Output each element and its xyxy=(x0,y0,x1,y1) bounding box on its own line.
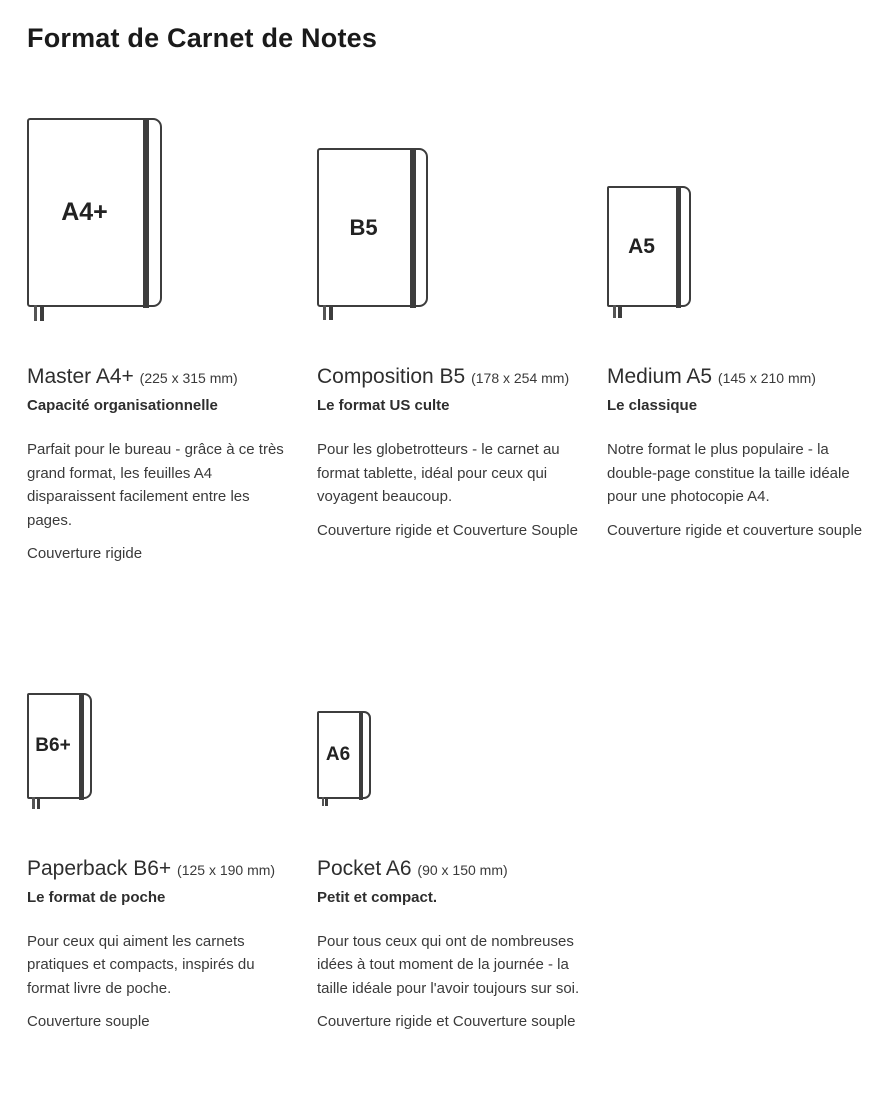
notebook-illustration xyxy=(607,107,871,307)
format-heading xyxy=(27,362,291,393)
format-card-pocket-a6 xyxy=(317,681,581,1034)
format-name: Pocket A6 xyxy=(317,856,412,880)
format-cover-options: Couverture souple xyxy=(27,1013,150,1030)
notebook-graphic-a4plus xyxy=(27,118,162,307)
format-card-paperback-b6plus xyxy=(27,681,291,1034)
format-cover-options: Couverture rigide xyxy=(27,545,143,562)
format-description: Pour ceux qui aiment les carnets pratiques et compacts, inspirés du format livre de poche. xyxy=(27,932,255,997)
format-cover-options: Couverture rigide et Couverture souple xyxy=(317,1013,576,1030)
format-card-medium-a5 xyxy=(607,107,871,566)
format-name: Composition B5 xyxy=(317,365,466,388)
format-dimensions: (90 x 150 mm) xyxy=(417,861,508,878)
notebook-size-label: A6 xyxy=(325,743,351,765)
format-cover-options: Couverture rigide et Couverture Souple xyxy=(317,521,578,539)
format-tagline: Petit et compact. xyxy=(317,888,438,906)
format-heading xyxy=(27,854,291,885)
bookmark-ribbon-icon xyxy=(40,305,44,321)
elastic-band xyxy=(359,712,363,800)
format-name: Paperback B6+ xyxy=(27,856,172,880)
bookmark-ribbon-icon xyxy=(37,797,40,809)
format-name: Master A4+ xyxy=(27,365,134,388)
notebook-illustration xyxy=(27,107,291,307)
elastic-band xyxy=(143,119,149,308)
format-card-composition-b5 xyxy=(317,107,581,566)
bookmark-ribbon-icon xyxy=(613,305,616,318)
notebook-illustration xyxy=(317,681,581,799)
format-name: Medium A5 xyxy=(607,365,713,388)
notebook-size-label: B6+ xyxy=(35,734,71,756)
notebook-graphic-b6plus xyxy=(27,693,92,799)
format-tagline: Capacité organisationnelle xyxy=(27,397,218,414)
format-dimensions: (125 x 190 mm) xyxy=(177,861,276,878)
format-cover-options: Couverture rigide et couverture souple xyxy=(607,521,863,539)
format-tagline: Le classique xyxy=(607,397,698,414)
bookmark-ribbon-icon xyxy=(325,797,328,806)
notebook-size-label: A5 xyxy=(628,234,655,258)
notebook-graphic-a6 xyxy=(317,711,371,799)
notebook-graphic-a5 xyxy=(607,186,691,307)
notebook-illustration xyxy=(317,107,581,307)
format-card-master-a4plus xyxy=(27,107,291,566)
elastic-band xyxy=(79,694,84,800)
notebook-illustration xyxy=(27,681,291,799)
format-tagline: Le format US culte xyxy=(317,397,450,414)
format-heading xyxy=(607,362,871,393)
format-heading xyxy=(317,362,581,393)
bookmark-ribbon-icon xyxy=(32,797,35,809)
elastic-band xyxy=(676,187,681,308)
format-description: Pour tous ceux qui ont de nombreuses idées à tout moment de la journée - la taille idéale pour l'avoir toujours sur soi. xyxy=(317,932,580,997)
bookmark-ribbon-icon xyxy=(34,305,37,321)
bookmark-ribbon-icon xyxy=(618,305,622,318)
notebook-size-label: B5 xyxy=(349,214,378,240)
format-heading xyxy=(317,854,581,885)
format-dimensions: (145 x 210 mm) xyxy=(717,370,816,386)
elastic-band xyxy=(410,149,416,308)
format-description: Parfait pour le bureau - grâce à ce très grand format, les feuilles A4 disparaissent facilement entre les pages. xyxy=(27,441,284,529)
page-title: Format de Carnet de Notes xyxy=(27,23,378,53)
format-dimensions: (225 x 315 mm) xyxy=(139,370,238,386)
bookmark-ribbon-icon xyxy=(329,305,333,320)
format-description: Pour les globetrotteurs - le carnet au format tablette, idéal pour ceux qui voyagent beaucoup. xyxy=(317,441,560,505)
formats-grid xyxy=(27,107,865,1034)
format-description: Notre format le plus populaire - la double-page constitue la taille idéale pour une photocopie A4. xyxy=(607,441,850,505)
notebook-graphic-b5 xyxy=(317,148,428,307)
notebook-size-label: A4+ xyxy=(61,198,108,226)
bookmark-ribbon-icon xyxy=(322,797,324,806)
format-dimensions: (178 x 254 mm) xyxy=(471,370,570,386)
bookmark-ribbon-icon xyxy=(323,305,326,320)
format-tagline: Le format de poche xyxy=(27,888,166,906)
